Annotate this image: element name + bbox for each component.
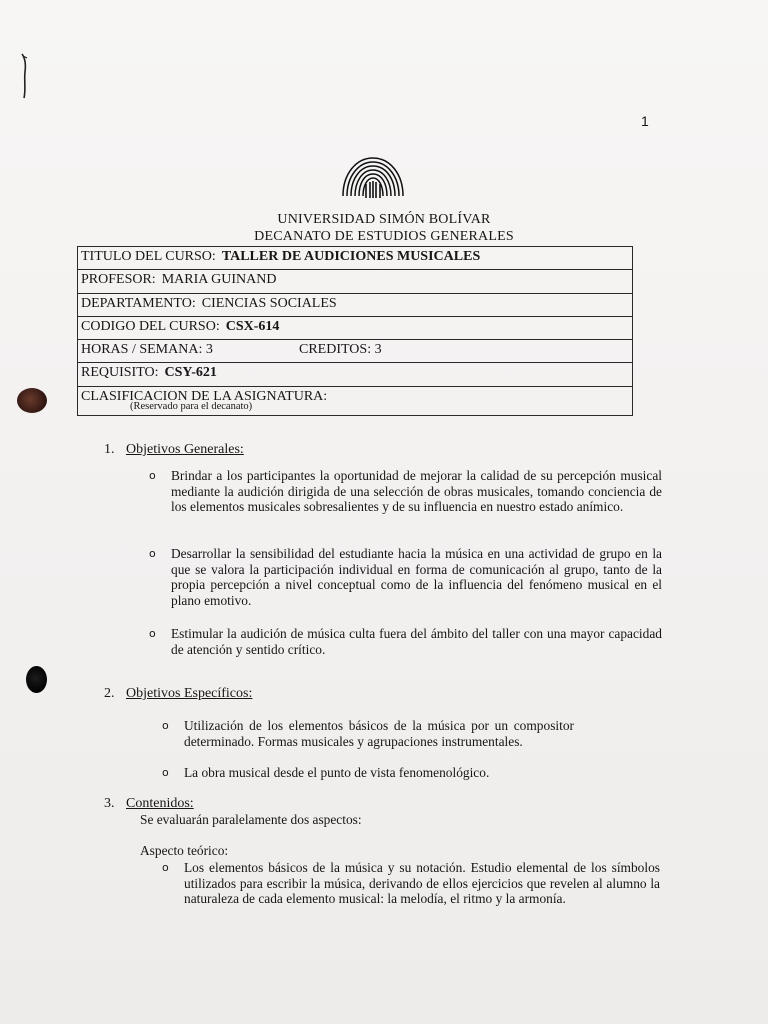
list-item	[162, 860, 660, 907]
bullet-text: Desarrollar la sensibilidad del estudiante hacia la música en una actividad de grupo en la que se valora la participación individual en forma de comunicación al grupo, tanto de la propia percepción a nivel conceptual como de la influencia del fenómeno musical en el plano emotivo.	[171, 546, 662, 608]
punch-hole	[17, 388, 47, 413]
bullet-text: Brindar a los participantes la oportunidad de mejorar la calidad de su percepción musical mediante la audición dirigida de una selección de obras musicales, tomando conciencia de los elementos musicales sobresalientes y de su influencia en nuestro estado anímico.	[171, 468, 662, 515]
professor-value: MARIA GUINAND	[161, 272, 277, 288]
list-item	[149, 626, 662, 657]
hours-per-week: HORAS / SEMANA: 3	[81, 342, 213, 358]
bullet-text: Utilización de los elementos básicos de la música por un compositor determinado. Formas musicales y agrupaciones instrumentales.	[184, 718, 574, 749]
section-title: Objetivos Generales:	[126, 442, 244, 457]
course-title-label: TITULO DEL CURSO:	[81, 249, 216, 264]
section-2-heading	[104, 686, 252, 702]
requirement-value: CSY-621	[164, 365, 217, 381]
requirement-row	[78, 363, 632, 386]
section-title: Contenidos:	[126, 796, 194, 811]
section-number: 2.	[104, 686, 115, 701]
department-label: DEPARTAMENTO:	[81, 295, 196, 311]
section-title: Objetivos Específicos:	[126, 686, 253, 701]
course-title-value: TALLER DE AUDICIONES MUSICALES	[221, 249, 481, 264]
course-code-label: CODIGO DEL CURSO:	[81, 318, 220, 334]
bullet-text: Estimular la audición de música culta fuera del ámbito del taller con una mayor capacidad de atención y sentido crítico.	[171, 626, 662, 657]
bullet-mark: o	[149, 627, 156, 640]
hours-credits-row	[78, 340, 632, 363]
course-code-row	[78, 317, 632, 340]
list-item	[149, 468, 662, 515]
list-item	[162, 718, 574, 749]
section-3-heading	[104, 796, 194, 812]
department-row	[78, 294, 632, 317]
bullet-mark: o	[149, 469, 156, 482]
classification-note: (Reservado para el decanato)	[130, 400, 253, 412]
page-number: 1	[641, 113, 649, 129]
section-intro: Se evaluarán paralelamente dos aspectos:	[140, 812, 362, 827]
requirement-label: REQUISITO:	[81, 365, 159, 381]
credits: CREDITOS: 3	[299, 342, 382, 358]
bullet-mark: o	[149, 547, 156, 560]
university-logo-icon	[340, 154, 406, 200]
classification-row	[78, 387, 632, 415]
list-item	[162, 765, 604, 781]
section-1-heading	[104, 442, 244, 458]
course-info-table	[77, 246, 633, 416]
bullet-mark: o	[162, 766, 169, 779]
bullet-mark: o	[162, 719, 169, 732]
university-name: UNIVERSIDAD SIMÓN BOLÍVAR	[277, 212, 491, 227]
subsection-heading: Aspecto teórico:	[140, 843, 229, 858]
punch-hole	[26, 666, 47, 693]
deanery-name: DECANATO DE ESTUDIOS GENERALES	[254, 229, 514, 244]
bullet-text: Los elementos básicos de la música y su notación. Estudio elemental de los símbolos utilizados para escribir la música, derivando de ellos ejercicios que revelen al alumno la naturaleza de cada elemento musical: la melodía, el ritmo y la armonía.	[184, 860, 660, 907]
department-value: CIENCIAS SOCIALES	[201, 295, 337, 311]
course-code-value: CSX-614	[225, 318, 280, 334]
section-number: 3.	[104, 796, 115, 811]
bullet-text: La obra musical desde el punto de vista fenomenológico.	[184, 765, 490, 780]
section-number: 1.	[104, 442, 115, 457]
bullet-mark: o	[162, 861, 169, 874]
binder-mark	[19, 52, 29, 100]
professor-row	[78, 270, 632, 293]
professor-label: PROFESOR:	[81, 272, 156, 288]
course-title-row	[78, 247, 632, 270]
classification-label: CLASIFICACION DE LA ASIGNATURA:	[81, 388, 328, 404]
list-item	[149, 546, 662, 608]
